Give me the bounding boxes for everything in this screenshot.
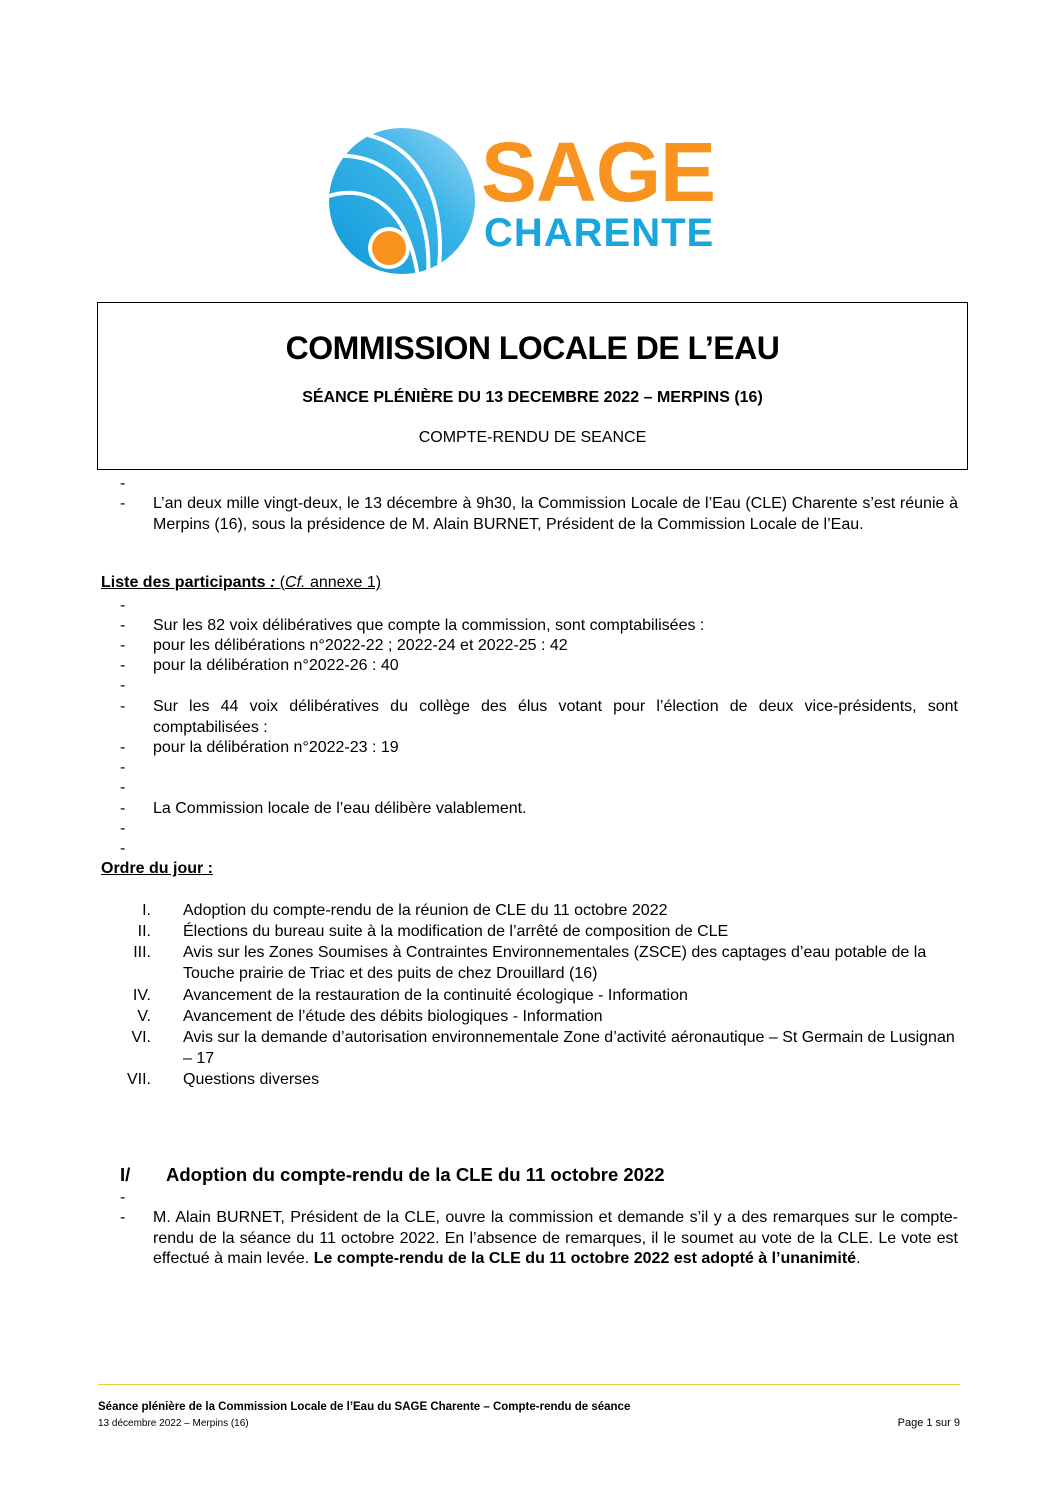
- agenda-text: Avis sur la demande d’autorisation environnementale Zone d’activité aéronautique – St Germain de Lusignan – 17: [183, 1029, 955, 1067]
- cf-reference: Cf.: [285, 574, 306, 591]
- agenda-number: I.: [142, 902, 151, 919]
- section-number: I/: [120, 1164, 131, 1185]
- footer-date-location: 13 décembre 2022 – Merpins (16): [98, 1418, 249, 1429]
- agenda-number: II.: [137, 923, 151, 940]
- agenda-number: III.: [133, 944, 151, 961]
- agenda-number: V.: [137, 1008, 151, 1025]
- dash-bullet: -: [120, 1209, 126, 1226]
- intro-paragraph: [120, 494, 958, 556]
- logo-sage-text: SAGE: [481, 125, 716, 219]
- section1-text: M. Alain BURNET, Président de la CLE, ouvre la commission et demande s’il y a des remarques sur le compte-rendu de la séance du 11 octobre 2022. En l’absence de remarques, il le soumet au vote de la CLE. Le vote est effectué à main levée. Le compte-rendu de la CLE du 11 octobre 2022 est adopté à l’unanimité.: [153, 1209, 958, 1267]
- footer-rule: [98, 1384, 960, 1385]
- footer-title: Séance plénière de la Commission Locale de l’Eau du SAGE Charente – Compte-rendu de séance: [98, 1401, 631, 1413]
- agenda-text: Avancement de la restauration de la continuité écologique - Information: [183, 987, 688, 1004]
- section-title: Adoption du compte-rendu de la CLE du 11 octobre 2022: [166, 1164, 665, 1185]
- adoption-result: Le compte-rendu de la CLE du 11 octobre 2022 est adopté à l’unanimité: [313, 1250, 857, 1267]
- participants-label: Liste des participants: [101, 574, 266, 591]
- report-type: COMPTE-RENDU DE SEANCE: [418, 429, 647, 446]
- list-item: [120, 474, 958, 494]
- logo-charente-text: CHARENTE: [484, 211, 715, 255]
- agenda-heading: Ordre du jour :: [101, 860, 213, 877]
- agenda-text: Élections du bureau suite à la modification de l’arrêté de composition de CLE: [183, 923, 729, 940]
- document-page: SAGE CHARENTE COMMISSION LOCALE DE L’EAU SÉANCE PLÉNIÈRE DU 13 DECEMBRE 2022 – MERPINS (16) COMPTE-RENDU DE SEANCE - - L’an deux mille vingt-deux, le 13 décembre à 9h30, la Commission Locale de l’Eau (CLE) Charente s’est réunie à Merpins (16), sous la présidence de M. Alain BURNET, Président de la Commission Locale de l’Eau. Liste des participants : (Cf. annexe 1) - - Sur les 82 voix délibératives que compte la commission, sont comptabilisées : - pour les délibérations n°2022-22 ; 2022-24 et 2022-25 : 42 - pour la délibération n°2022-26 : 40 - - Sur les 44 voix délibératives du collège des élus votant pour l’élection de deux vice-présidents, sont comptabilisées : - pour la délibération n°2022-23 : 19 - - - La Commission locale de l’eau délibère valablement. - - Ordre du jour : I. Adoption du compte-rendu de la réunion de CLE du 11 octobre 2022 II. Élections du bureau suite à la modification de l’arrêté de composition de CLE III. Avis sur les Zones Soumises à Contraintes Environnementales (ZSCE) des captages d’eau potable de la Touche prairie de Triac et des puits de chez Drouillard (16) IV. Avancement de la restauration de la continuité écologique - Information V. Avancement de l’étude des débits biologiques - Information VI. Avis sur la demande d’autorisation environnementale Zone d’activité aéronautique – St Germain de Lusignan – 17 VII. Questions diverses I/ Adoption du compte-rendu de la CLE du 11 octobre 2022 - - M. Alain BURNET, Président de la CLE, ouvre la commission et demande s’il y a des remarques sur le compte-rendu de la séance du 11 octobre 2022. En l’absence de remarques, il le soumet au vote de la CLE. Le vote est effectué à main levée. Le compte-rendu de la CLE du 11 octobre 2022 est adopté à l’unanimité. Séance plénière de la Commission Locale de l’Eau du SAGE Charente – Compte-rendu de séance 13 décembre 2022 – Merpins (16) Page 1 sur 9: [0, 0, 1058, 1497]
- document-title: COMMISSION LOCALE DE L’EAU: [285, 330, 780, 366]
- section1-paragraph: [120, 1208, 958, 1292]
- intro-text: L’an deux mille vingt-deux, le 13 décembre à 9h30, la Commission Locale de l’Eau (CLE) Charente s’est réunie à Merpins (16), sous la présidence de M. Alain BURNET, Président de la Commission Locale de l’Eau.: [153, 495, 958, 533]
- logo-globe-icon: [328, 127, 478, 277]
- agenda-number: IV.: [132, 987, 151, 1004]
- dash-bullet: -: [120, 1189, 126, 1206]
- agenda-text: Avis sur les Zones Soumises à Contraintes Environnementales (ZSCE) des captages d’eau potable de la Touche prairie de Triac et des puits de chez Drouillard (16): [183, 944, 927, 982]
- dash-bullet: -: [120, 475, 126, 492]
- sage-charente-logo: [328, 127, 738, 275]
- agenda-number: VI.: [131, 1029, 151, 1046]
- agenda-number: VII.: [126, 1071, 151, 1088]
- participants-heading: Liste des participants : (Cf. annexe 1): [101, 574, 382, 591]
- page-number: Page 1 sur 9: [897, 1417, 960, 1429]
- agenda-text: Questions diverses: [183, 1071, 320, 1088]
- agenda-text: Avancement de l’étude des débits biologiques - Information: [183, 1008, 603, 1025]
- session-subtitle: SÉANCE PLÉNIÈRE DU 13 DECEMBRE 2022 – MERPINS (16): [302, 389, 763, 406]
- agenda-text: Adoption du compte-rendu de la réunion de CLE du 11 octobre 2022: [183, 902, 668, 919]
- dash-bullet: -: [120, 495, 126, 512]
- title-box: [97, 302, 968, 470]
